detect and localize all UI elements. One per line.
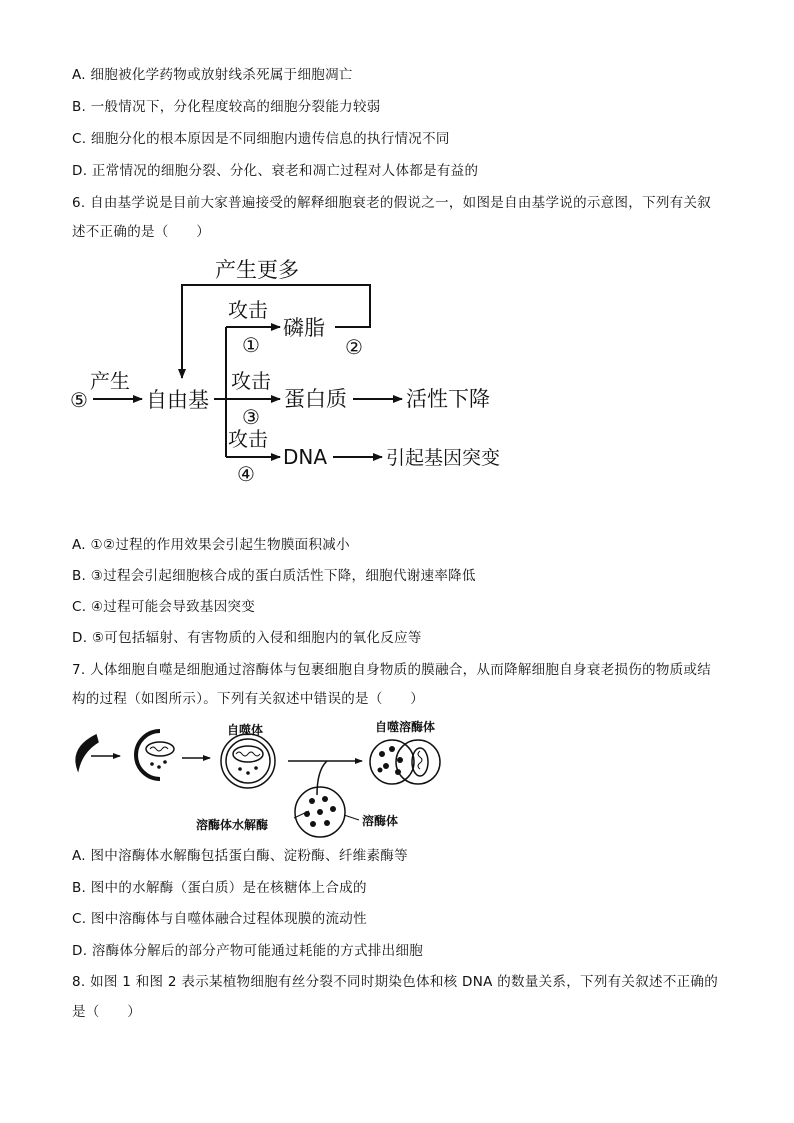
q7-option-b: B. 图中的水解酶（蛋白质）是在核糖体上合成的 bbox=[72, 880, 367, 896]
q7-option-c: C. 图中溶酶体与自噬体融合过程体现膜的流动性 bbox=[72, 911, 367, 927]
crescent-membrane-icon bbox=[76, 735, 98, 770]
q7-option-d: D. 溶酶体分解后的部分产物可能通过耗能的方式排出细胞 bbox=[72, 943, 424, 959]
q5-option-b: B. 一般情况下，分化程度较高的细胞分裂能力较弱 bbox=[72, 99, 381, 115]
label-dna: DNA bbox=[283, 445, 328, 469]
free-radical-diagram bbox=[0, 250, 794, 490]
q6-option-a: A. ①②过程的作用效果会引起生物膜面积减小 bbox=[72, 537, 350, 553]
label-autolysosome: 自噬溶酶体 bbox=[375, 720, 436, 734]
label-attack-2: 攻击 bbox=[231, 369, 271, 393]
label-gene-mutation: 引起基因突变 bbox=[386, 447, 501, 469]
autolysosome-icon bbox=[370, 740, 440, 784]
label-lysosome: 溶酶体 bbox=[362, 814, 399, 828]
q6-option-d: D. ⑤可包括辐射、有害物质的入侵和细胞内的氧化反应等 bbox=[72, 630, 422, 646]
label-attack-3: 攻击 bbox=[228, 427, 268, 451]
q5-option-a: A. 细胞被化学药物或放射线杀死属于细胞凋亡 bbox=[72, 67, 353, 83]
q7-stem-line2: 构的过程（如图所示）。下列有关叙述中错误的是（ ） bbox=[72, 691, 425, 707]
label-produce-more: 产生更多 bbox=[215, 258, 299, 282]
q8-stem-line1: 8. 如图 1 和图 2 表示某植物细胞有丝分裂不同时期染色体和核 DNA 的数量关系，下列有关叙述不正确的 bbox=[72, 974, 719, 990]
lysosome-merge-curve bbox=[317, 761, 327, 795]
label-phospholipid: 磷脂 bbox=[283, 316, 325, 340]
label-produce: 产生 bbox=[90, 369, 130, 393]
pointer-lysosome bbox=[344, 815, 359, 820]
circle-num-2: ② bbox=[345, 335, 363, 359]
circle-num-4: ④ bbox=[237, 462, 255, 486]
circle-num-5: ⑤ bbox=[70, 388, 88, 412]
q5-option-c: C. 细胞分化的根本原因是不同细胞内遗传信息的执行情况不同 bbox=[72, 131, 450, 147]
feedback-loop-line bbox=[182, 285, 370, 378]
q6-stem-line2: 述不正确的是（ ） bbox=[72, 224, 210, 240]
q6-stem-line1: 6. 自由基学说是目前大家普遍接受的解释细胞衰老的假说之一，如图是自由基学说的示意图，下列有关叙 bbox=[72, 195, 712, 211]
q7-option-a: A. 图中溶酶体水解酶包括蛋白酶、淀粉酶、纤维素酶等 bbox=[72, 848, 408, 864]
label-protein: 蛋白质 bbox=[284, 387, 347, 411]
lysosome-icon bbox=[295, 787, 345, 837]
label-hydrolase: 溶酶体水解酶 bbox=[196, 818, 269, 832]
q7-stem-line1: 7. 人体细胞自噬是细胞通过溶酶体与包裹细胞自身物质的膜融合，从而降解细胞自身衰老损伤的物质或结 bbox=[72, 662, 712, 678]
autophagosome-icon bbox=[221, 734, 275, 788]
label-free-radical: 自由基 bbox=[146, 388, 209, 412]
label-activity-down: 活性下降 bbox=[406, 387, 490, 411]
q6-option-b: B. ③过程会引起细胞核合成的蛋白质活性下降，细胞代谢速率降低 bbox=[72, 568, 476, 584]
q5-option-d: D. 正常情况的细胞分裂、分化、衰老和凋亡过程对人体都是有益的 bbox=[72, 163, 479, 179]
circle-num-3: ③ bbox=[242, 405, 260, 429]
label-attack-1: 攻击 bbox=[228, 298, 268, 322]
engulfing-cell-icon bbox=[136, 731, 174, 779]
q6-option-c: C. ④过程可能会导致基因突变 bbox=[72, 599, 256, 615]
q8-stem-line2: 是（ ） bbox=[72, 1004, 141, 1020]
label-autophagosome: 自噬体 bbox=[227, 723, 264, 737]
autophagy-diagram bbox=[0, 712, 794, 842]
circle-num-1: ① bbox=[242, 333, 260, 357]
